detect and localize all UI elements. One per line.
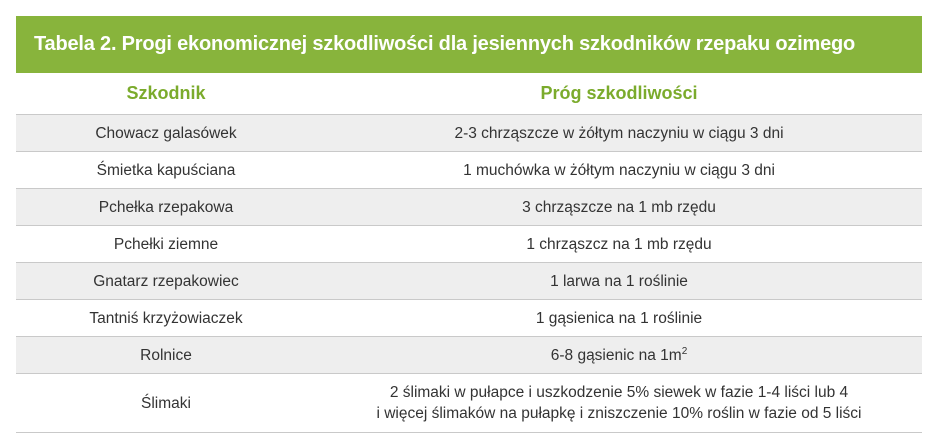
- threshold-line-1: 2 ślimaki w pułapce i uszkodzenie 5% siewek w fazie 1-4 liści lub 4: [389, 384, 849, 401]
- table-title-bar: [16, 16, 922, 73]
- threshold-cell: 3 chrząszcze na 1 mb rzędu: [522, 198, 716, 216]
- pest-cell: Tantniś krzyżowiaczek: [89, 309, 243, 327]
- column-header-threshold: Próg szkodliwości: [540, 83, 698, 103]
- pest-cell: Gnatarz rzepakowiec: [93, 272, 239, 290]
- threshold-cell: 1 larwa na 1 roślinie: [550, 272, 688, 290]
- table-title: Tabela 2. Progi ekonomicznej szkodliwości dla jesiennych szkodników rzepaku ozimego: [34, 33, 856, 55]
- table-row: [16, 262, 922, 299]
- pest-cell: Pchełki ziemne: [113, 235, 219, 253]
- pest-cell: Ślimaki: [141, 394, 191, 412]
- table-row: [16, 188, 922, 225]
- threshold-cell: [316, 345, 922, 366]
- table-row: [16, 151, 922, 188]
- pest-cell: Pchełka rzepakowa: [98, 198, 234, 216]
- threshold-cell: 1 gąsienica na 1 roślinie: [535, 309, 703, 327]
- threshold-cell: 1 chrząszcz na 1 mb rzędu: [526, 235, 712, 253]
- pest-cell: Śmietka kapuściana: [96, 161, 236, 179]
- table-row: [16, 336, 922, 373]
- table-row: [16, 299, 922, 336]
- pest-cell: Chowacz galasówek: [95, 124, 237, 142]
- threshold-cell: 1 muchówka w żółtym naczyniu w ciągu 3 dni: [463, 161, 775, 179]
- threshold-text: 6-8 gąsienic na 1m: [550, 346, 682, 364]
- table-row: [16, 225, 922, 262]
- pest-cell: Rolnice: [140, 346, 192, 364]
- threshold-line-2: i więcej ślimaków na pułapkę i zniszczenie 10% roślin w fazie od 5 liści: [376, 405, 862, 422]
- threshold-cell: [316, 382, 922, 424]
- table-row: [16, 114, 922, 151]
- threshold-cell: 2-3 chrząszcze w żółtym naczyniu w ciągu 3 dni: [454, 124, 784, 142]
- table-body: [16, 114, 922, 433]
- table-header: [16, 73, 922, 114]
- table-row: [16, 373, 922, 433]
- column-header-pest: Szkodnik: [126, 83, 206, 103]
- superscript-exponent: 2: [681, 345, 688, 357]
